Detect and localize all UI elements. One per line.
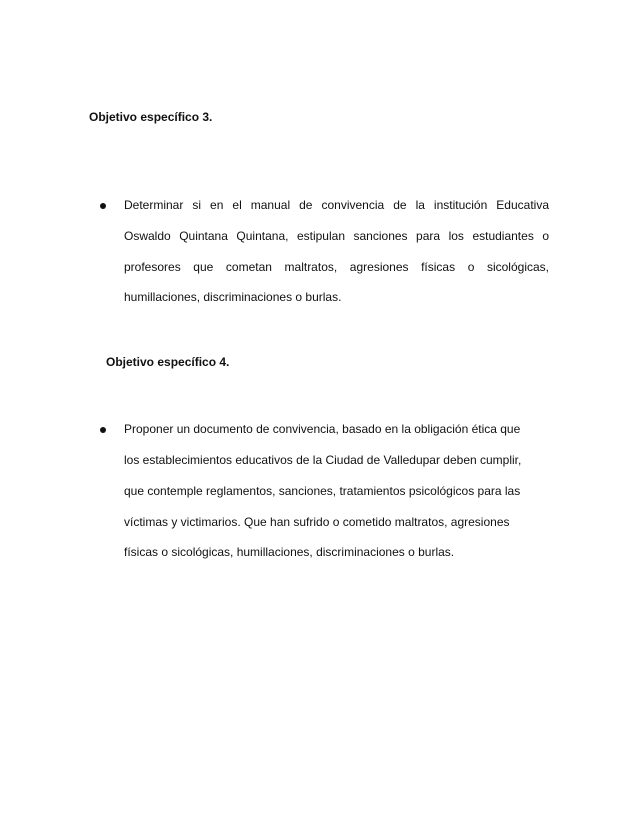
objective-4-heading: Objetivo específico 4.: [106, 355, 230, 369]
bullet-text-line: víctimas y victimarios. Que han sufrido o cometido maltratos, agresiones: [124, 515, 510, 529]
bullet-text-line: los establecimientos educativos de la Ciudad de Valledupar deben cumplir,: [124, 453, 522, 467]
bullet-icon: [100, 427, 106, 433]
bullet-text-line: humillaciones, discriminaciones o burlas.: [124, 290, 342, 304]
bullet-text-line: que contemple reglamentos, sanciones, tratamientos psicológicos para las: [124, 484, 521, 498]
bullet-text-line: Oswaldo Quintana Quintana, estipulan sanciones para los estudiantes o: [124, 229, 549, 243]
bullet-text-line: físicas o sicológicas, humillaciones, discriminaciones o burlas.: [124, 545, 455, 559]
bullet-icon: [100, 203, 106, 209]
bullet-text-line: Proponer un documento de convivencia, basado en la obligación ética que: [124, 422, 521, 436]
bullet-text-line: Determinar si en el manual de convivencia de la institución Educativa: [124, 198, 549, 212]
bullet-text-line: profesores que cometan maltratos, agresiones físicas o sicológicas,: [124, 260, 549, 274]
objective-3-heading: Objetivo específico 3.: [89, 110, 213, 124]
